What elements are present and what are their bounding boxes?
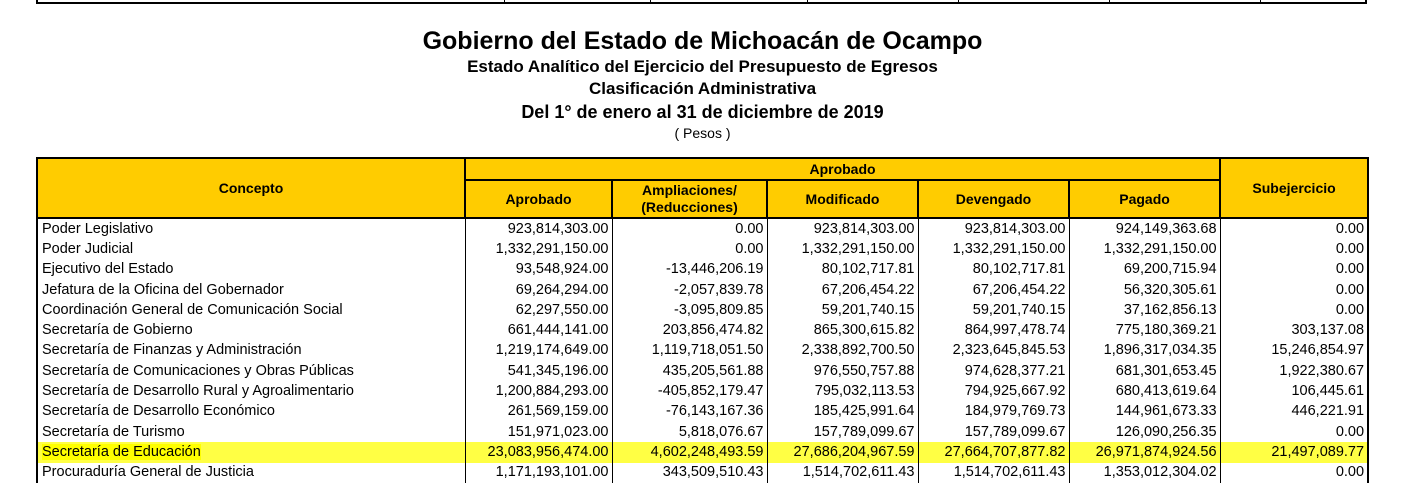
cell-subejercicio: 0.00 bbox=[1220, 260, 1368, 280]
cell-devengado: 67,206,454.22 bbox=[918, 280, 1069, 300]
header-ampliaciones-line2: (Reducciones) bbox=[641, 199, 738, 215]
cell-aprobado: 23,083,956,474.00 bbox=[465, 442, 612, 462]
budget-table bbox=[36, 157, 1369, 483]
cell-concepto bbox=[37, 361, 465, 381]
concepto-text: Jefatura de la Oficina del Gobernador bbox=[42, 281, 284, 298]
cell-concepto bbox=[37, 402, 465, 422]
header-devengado: Devengado bbox=[918, 180, 1069, 218]
cell-ampliaciones: -13,446,206.19 bbox=[612, 260, 767, 280]
table-row bbox=[37, 300, 1368, 320]
table-row bbox=[37, 218, 1368, 239]
header-ampliaciones-line1: Ampliaciones/ bbox=[642, 182, 737, 198]
cell-subejercicio: 0.00 bbox=[1220, 218, 1368, 239]
table-row bbox=[37, 320, 1368, 340]
cell-aprobado: 1,171,193,101.00 bbox=[465, 463, 612, 483]
cell-ampliaciones: -2,057,839.78 bbox=[612, 280, 767, 300]
table-row bbox=[37, 381, 1368, 401]
cell-modificado: 795,032,113.53 bbox=[767, 381, 918, 401]
concepto-text: Poder Judicial bbox=[42, 240, 134, 257]
cell-concepto bbox=[37, 280, 465, 300]
concepto-text: Secretaría de Comunicaciones y Obras Públicas bbox=[42, 362, 354, 379]
cell-devengado: 59,201,740.15 bbox=[918, 300, 1069, 320]
cell-aprobado: 261,569,159.00 bbox=[465, 402, 612, 422]
report-title: Gobierno del Estado de Michoacán de Ocampo bbox=[422, 27, 983, 55]
cell-pagado: 1,332,291,150.00 bbox=[1069, 239, 1220, 259]
header-modificado: Modificado bbox=[767, 180, 918, 218]
cell-ampliaciones: -76,143,167.36 bbox=[612, 402, 767, 422]
cell-devengado: 27,664,707,877.82 bbox=[918, 442, 1069, 462]
cell-subejercicio: 1,922,380.67 bbox=[1220, 361, 1368, 381]
cell-devengado: 923,814,303.00 bbox=[918, 218, 1069, 239]
cell-subejercicio: 0.00 bbox=[1220, 239, 1368, 259]
cell-modificado: 157,789,099.67 bbox=[767, 422, 918, 442]
cell-pagado: 1,896,317,034.35 bbox=[1069, 341, 1220, 361]
cell-pagado: 37,162,856.13 bbox=[1069, 300, 1220, 320]
cell-modificado: 865,300,615.82 bbox=[767, 320, 918, 340]
report-subtitle: Estado Analítico del Ejercicio del Presupuesto de Egresos bbox=[467, 57, 938, 76]
table-row bbox=[37, 341, 1368, 361]
cell-concepto bbox=[37, 341, 465, 361]
cell-devengado: 974,628,377.21 bbox=[918, 361, 1069, 381]
cell-modificado: 976,550,757.88 bbox=[767, 361, 918, 381]
table-row bbox=[37, 463, 1368, 483]
previous-table-bottom-border bbox=[36, 0, 1367, 4]
cell-ampliaciones: 4,602,248,493.59 bbox=[612, 442, 767, 462]
cell-ampliaciones: 1,119,718,051.50 bbox=[612, 341, 767, 361]
cell-subejercicio: 21,497,089.77 bbox=[1220, 442, 1368, 462]
cell-devengado: 864,997,478.74 bbox=[918, 320, 1069, 340]
cell-subejercicio: 15,246,854.97 bbox=[1220, 341, 1368, 361]
cell-pagado: 69,200,715.94 bbox=[1069, 260, 1220, 280]
cell-modificado: 1,514,702,611.43 bbox=[767, 463, 918, 483]
cell-concepto bbox=[37, 300, 465, 320]
cell-concepto bbox=[37, 422, 465, 442]
cell-pagado: 26,971,874,924.56 bbox=[1069, 442, 1220, 462]
table-row bbox=[37, 280, 1368, 300]
cell-pagado: 144,961,673.33 bbox=[1069, 402, 1220, 422]
cell-modificado: 2,338,892,700.50 bbox=[767, 341, 918, 361]
report-classification: Clasificación Administrativa bbox=[588, 79, 817, 98]
cell-devengado: 1,514,702,611.43 bbox=[918, 463, 1069, 483]
cell-pagado: 56,320,305.61 bbox=[1069, 280, 1220, 300]
cell-pagado: 924,149,363.68 bbox=[1069, 218, 1220, 239]
cell-aprobado: 69,264,294.00 bbox=[465, 280, 612, 300]
cell-concepto bbox=[37, 381, 465, 401]
cell-ampliaciones: 343,509,510.43 bbox=[612, 463, 767, 483]
concepto-text: Coordinación General de Comunicación Social bbox=[42, 301, 343, 318]
concepto-text: Secretaría de Gobierno bbox=[42, 322, 193, 339]
table-row bbox=[37, 402, 1368, 422]
cell-ampliaciones: 0.00 bbox=[612, 218, 767, 239]
cell-ampliaciones: 0.00 bbox=[612, 239, 767, 259]
cell-ampliaciones: 435,205,561.88 bbox=[612, 361, 767, 381]
table-row bbox=[37, 239, 1368, 259]
header-group-aprobado: Aprobado bbox=[465, 158, 1220, 180]
cell-concepto bbox=[37, 239, 465, 259]
cell-modificado: 923,814,303.00 bbox=[767, 218, 918, 239]
cell-modificado: 1,332,291,150.00 bbox=[767, 239, 918, 259]
table-body bbox=[37, 218, 1368, 483]
concepto-text: Secretaría de Desarrollo Económico bbox=[42, 403, 275, 420]
cell-modificado: 27,686,204,967.59 bbox=[767, 442, 918, 462]
header-pagado: Pagado bbox=[1069, 180, 1220, 218]
table-row bbox=[37, 260, 1368, 280]
concepto-text: Procuraduría General de Justicia bbox=[42, 464, 254, 481]
cell-aprobado: 1,200,884,293.00 bbox=[465, 381, 612, 401]
cell-modificado: 185,425,991.64 bbox=[767, 402, 918, 422]
cell-devengado: 2,323,645,845.53 bbox=[918, 341, 1069, 361]
cell-modificado: 59,201,740.15 bbox=[767, 300, 918, 320]
table-row bbox=[37, 442, 1368, 462]
cell-pagado: 681,301,653.45 bbox=[1069, 361, 1220, 381]
cell-subejercicio: 303,137.08 bbox=[1220, 320, 1368, 340]
header-aprobado: Aprobado bbox=[465, 180, 612, 218]
cell-ampliaciones: 203,856,474.82 bbox=[612, 320, 767, 340]
cell-ampliaciones: -405,852,179.47 bbox=[612, 381, 767, 401]
cell-subejercicio: 446,221.91 bbox=[1220, 402, 1368, 422]
cell-aprobado: 1,332,291,150.00 bbox=[465, 239, 612, 259]
cell-devengado: 1,332,291,150.00 bbox=[918, 239, 1069, 259]
report-header bbox=[0, 26, 1409, 142]
cell-modificado: 67,206,454.22 bbox=[767, 280, 918, 300]
table-row bbox=[37, 361, 1368, 381]
cell-pagado: 126,090,256.35 bbox=[1069, 422, 1220, 442]
cell-devengado: 794,925,667.92 bbox=[918, 381, 1069, 401]
cell-ampliaciones: 5,818,076.67 bbox=[612, 422, 767, 442]
cell-pagado: 775,180,369.21 bbox=[1069, 320, 1220, 340]
cell-aprobado: 151,971,023.00 bbox=[465, 422, 612, 442]
concepto-text: Secretaría de Educación bbox=[42, 443, 201, 460]
cell-concepto bbox=[37, 218, 465, 239]
cell-aprobado: 661,444,141.00 bbox=[465, 320, 612, 340]
header-ampliaciones bbox=[612, 180, 767, 218]
cell-modificado: 80,102,717.81 bbox=[767, 260, 918, 280]
header-concepto: Concepto bbox=[37, 158, 465, 218]
cell-aprobado: 93,548,924.00 bbox=[465, 260, 612, 280]
cell-subejercicio: 0.00 bbox=[1220, 422, 1368, 442]
cell-concepto bbox=[37, 442, 465, 462]
cell-concepto bbox=[37, 260, 465, 280]
report-currency: ( Pesos ) bbox=[674, 125, 731, 141]
report-period: Del 1° de enero al 31 de diciembre de 2019 bbox=[521, 102, 884, 122]
concepto-text: Secretaría de Turismo bbox=[42, 423, 185, 440]
cell-subejercicio: 0.00 bbox=[1220, 463, 1368, 483]
concepto-text: Secretaría de Desarrollo Rural y Agroalimentario bbox=[42, 383, 354, 400]
cell-aprobado: 923,814,303.00 bbox=[465, 218, 612, 239]
cell-subejercicio: 0.00 bbox=[1220, 280, 1368, 300]
concepto-text: Secretaría de Finanzas y Administración bbox=[42, 342, 302, 359]
cell-concepto bbox=[37, 320, 465, 340]
cell-devengado: 157,789,099.67 bbox=[918, 422, 1069, 442]
cell-aprobado: 1,219,174,649.00 bbox=[465, 341, 612, 361]
cell-pagado: 680,413,619.64 bbox=[1069, 381, 1220, 401]
cell-pagado: 1,353,012,304.02 bbox=[1069, 463, 1220, 483]
cell-aprobado: 541,345,196.00 bbox=[465, 361, 612, 381]
cell-devengado: 184,979,769.73 bbox=[918, 402, 1069, 422]
cell-devengado: 80,102,717.81 bbox=[918, 260, 1069, 280]
concepto-text: Ejecutivo del Estado bbox=[42, 261, 174, 278]
cell-concepto bbox=[37, 463, 465, 483]
cell-ampliaciones: -3,095,809.85 bbox=[612, 300, 767, 320]
cell-aprobado: 62,297,550.00 bbox=[465, 300, 612, 320]
cell-subejercicio: 0.00 bbox=[1220, 300, 1368, 320]
cell-subejercicio: 106,445.61 bbox=[1220, 381, 1368, 401]
concepto-text: Poder Legislativo bbox=[42, 220, 154, 237]
header-subejercicio: Subejercicio bbox=[1220, 158, 1368, 218]
table-row bbox=[37, 422, 1368, 442]
